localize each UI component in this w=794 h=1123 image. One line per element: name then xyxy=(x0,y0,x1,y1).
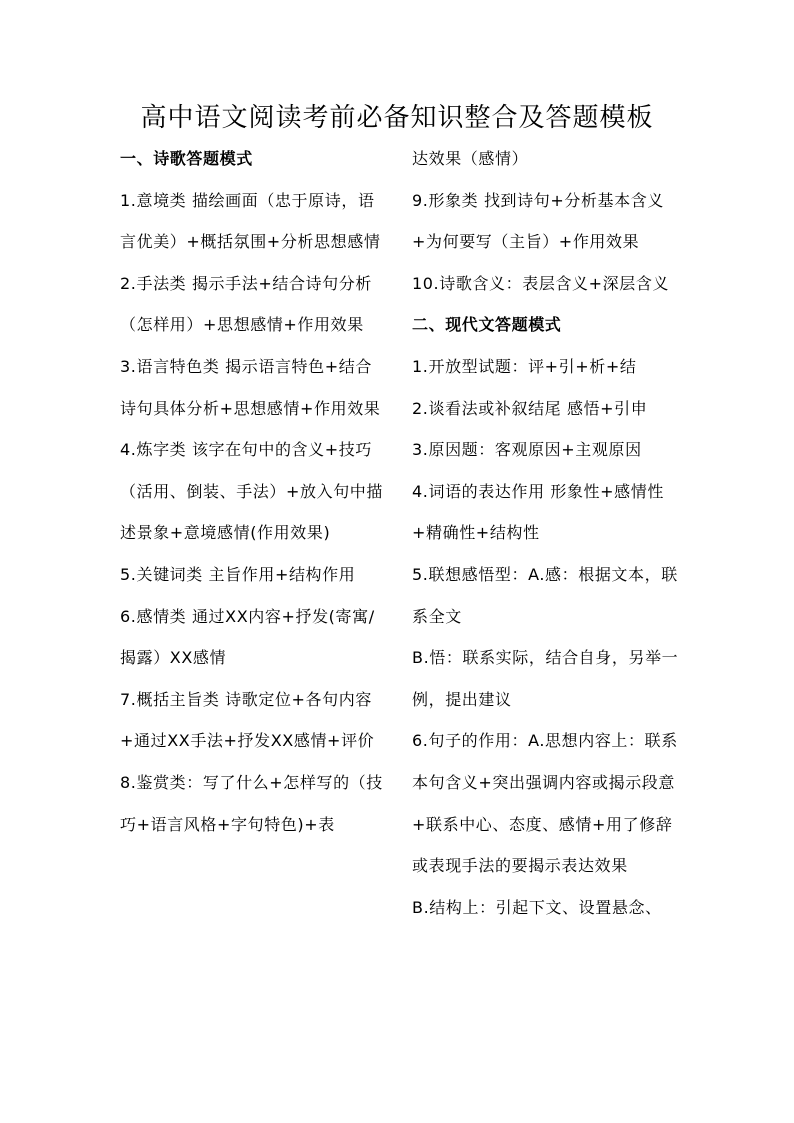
paragraph: 3.原因题：客观原因+主观原因 xyxy=(412,440,642,460)
paragraph: 5.联想感悟型：A.感：根据文本，联系全文 xyxy=(412,564,678,626)
paragraph: 8.鉴赏类：写了什么+怎样写的（技巧+语言风格+字句特色)+表 xyxy=(120,772,383,834)
section-heading: 一、诗歌答题模式 xyxy=(120,149,253,168)
paragraph: 10.诗歌含义：表层含义+深层含义 xyxy=(412,273,670,293)
paragraph: 达效果（感情） xyxy=(412,149,529,168)
paragraph: 6.句子的作用：A.思想内容上：联系本句含义+突出强调内容或揭示段意+联系中心、态度、感情+用了修辞或表现手法的要揭示表达效果 xyxy=(412,731,678,876)
right-column xyxy=(412,138,682,928)
paragraph: 1.开放型试题：评+引+析+结 xyxy=(412,356,637,376)
paragraph: 7.概括主旨类 诗歌定位+各句内容+通过XX手法+抒发XX感情+评价 xyxy=(120,689,375,751)
paragraph: 5.关键词类 主旨作用+结构作用 xyxy=(120,564,356,584)
page-title: 高中语文阅读考前必备知识整合及答题模板 xyxy=(140,103,654,133)
paragraph: B.悟：联系实际，结合自身，另举一例，提出建议 xyxy=(412,648,679,709)
paragraph: 4.词语的表达作用 形象性+感情性+精确性+结构性 xyxy=(412,481,664,543)
paragraph: 2.手法类 揭示手法+结合诗句分析（怎样用）+思想感情+作用效果 xyxy=(120,273,372,335)
paragraph: B.结构上：引起下文、设置悬念、 xyxy=(412,897,662,917)
paragraph: 6.感情类 通过XX内容+抒发(寄寓/揭露）XX感情 xyxy=(120,606,375,668)
paragraph: 3.语言特色类 揭示语言特色+结合诗句具体分析+思想感情+作用效果 xyxy=(120,356,381,418)
section-heading: 二、现代文答题模式 xyxy=(412,315,562,335)
left-column xyxy=(120,138,386,845)
paragraph: 9.形象类 找到诗句+分析基本含义+为何要写（主旨）+作用效果 xyxy=(412,190,664,252)
paragraph: 4.炼字类 该字在句中的含义+技巧（活用、倒装、手法）+放入句中描述景象+意境感情(作用效果) xyxy=(120,440,384,543)
paragraph: 2.谈看法或补叙结尾 感悟+引申 xyxy=(412,398,648,418)
paragraph: 1.意境类 描绘画面（忠于原诗，语言优美）+概括氛围+分析思想感情 xyxy=(120,190,381,252)
